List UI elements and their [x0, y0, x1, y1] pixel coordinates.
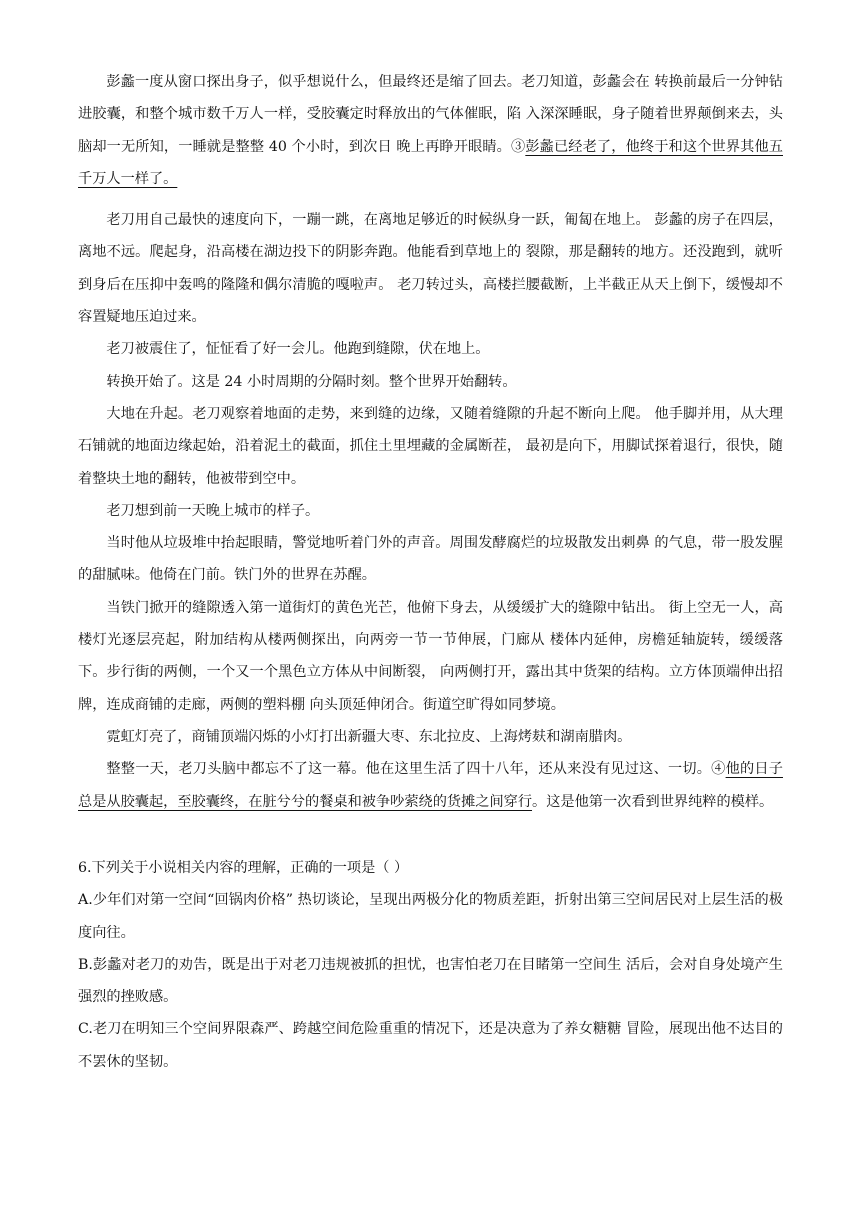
paragraph-7: 当时他从垃圾堆中抬起眼睛，警觉地听着门外的声音。周围发酵腐烂的垃圾散发出刺鼻 的气息，带一股发腥的甜腻味。他倚在门前。铁门外的世界在苏醒。	[78, 535, 783, 584]
option-b: B.彭蠡对老刀的劝告，既是出于对老刀违规被抓的担忧，也害怕老刀在目睹第一空间生 活后，会对自身处境产生强烈的挫败感。	[78, 956, 783, 1006]
paragraph-9: 霓虹灯亮了，商铺顶端闪烁的小灯打出新疆大枣、东北拉皮、上海烤麸和湖南腊肉。	[106, 728, 632, 745]
paragraph-3: 老刀被震住了，怔怔看了好一会儿。他跑到缝隙，伏在地上。	[106, 341, 490, 358]
paragraph-10-text: 整整一天，老刀头脑中都忘不了这一幕。他在这里生活了四十八年，还从来没有见过这、一切。④	[106, 761, 726, 778]
paragraph-1-text: 彭蠡一度从窗口探出身子，似乎想说什么，但最终还是缩了回去。老刀知道，彭蠡会在 转换前最后一分钟钻进胶囊，和整个城市数千万人一样，受胶囊定时释放出的气体催眠，陷 入深深睡眠，身子随着世界颠倒来去，头脑却一无所知，一睡就是整整 40 个小时，到次日 晚上再睁开眼睛。③	[78, 74, 783, 155]
reading-passage	[78, 66, 783, 818]
question-6	[78, 852, 783, 1078]
paragraph-1	[78, 66, 783, 195]
paragraph-6: 老刀想到前一天晚上城市的样子。	[106, 502, 320, 519]
paragraph-10-tail: 。这是他第一次看到世界纯粹的模样。	[532, 793, 774, 810]
option-c: C.老刀在明知三个空间界限森严、跨越空间危险重重的情况下，还是决意为了养女糖糖 冒险，展现出他不达目的不罢休的坚韧。	[78, 1021, 783, 1070]
option-a: A.少年们对第一空间“回锅肉价格” 热切谈论，呈现出两极分化的物质差距，折射出第三空间居民对上层生活的极度向往。	[78, 892, 783, 941]
paragraph-2: 老刀用自己最快的速度向下，一蹦一跳，在离地足够近的时候纵身一跃，匍匐在地上。 彭蠡的房子在四层，离地不远。爬起身，沿高楼在湖边投下的阴影奔跑。他能看到草地上的 裂隙，那是翻转的地方。还没跑到，就听到身后在压抑中轰鸣的隆隆和偶尔清脆的嘎啦声。 老刀转过头，高楼拦腰截断，上半截正从天上倒下，缓慢却不容置疑地压迫过来。	[78, 212, 783, 326]
paragraph-10	[78, 753, 783, 818]
underlined-sentence-4: 他的日子总是从胶囊起，至胶囊终，在脏兮兮的餐桌和被争吵萦绕的货摊之间穿行	[78, 761, 783, 810]
paragraph-5: 大地在升起。老刀观察着地面的走势，来到缝的边缘，又随着缝隙的升起不断向上爬。 他手脚并用，从大理石铺就的地面边缘起始，沿着泥土的截面，抓住土里埋藏的金属断茬， 最初是向下，用脚试探着退行，很快，随着整块土地的翻转，他被带到空中。	[78, 405, 783, 487]
paragraph-8: 当铁门掀开的缝隙透入第一道街灯的黄色光芒，他俯下身去，从缓缓扩大的缝隙中钻出。 街上空无一人，高楼灯光逐层亮起，附加结构从楼两侧探出，向两旁一节一节伸展，门廊从 楼体内延伸，房檐延轴旋转，缓缓落下。步行街的两侧，一个又一个黑色立方体从中间断裂， 向两侧打开，露出其中货架的结构。立方体顶端伸出招牌，连成商铺的走廊，两侧的塑料棚 向头顶延伸闭合。街道空旷得如同梦境。	[78, 599, 783, 713]
underlined-sentence-3: 彭蠡已经老了，他终于和这个世界其他五千万人一样了。	[78, 138, 783, 187]
paragraph-4: 转换开始了。这是 24 小时周期的分隔时刻。整个世界开始翻转。	[106, 373, 517, 390]
question-stem: 6.下列关于小说相关内容的理解，正确的一项是（ ）	[78, 860, 409, 876]
